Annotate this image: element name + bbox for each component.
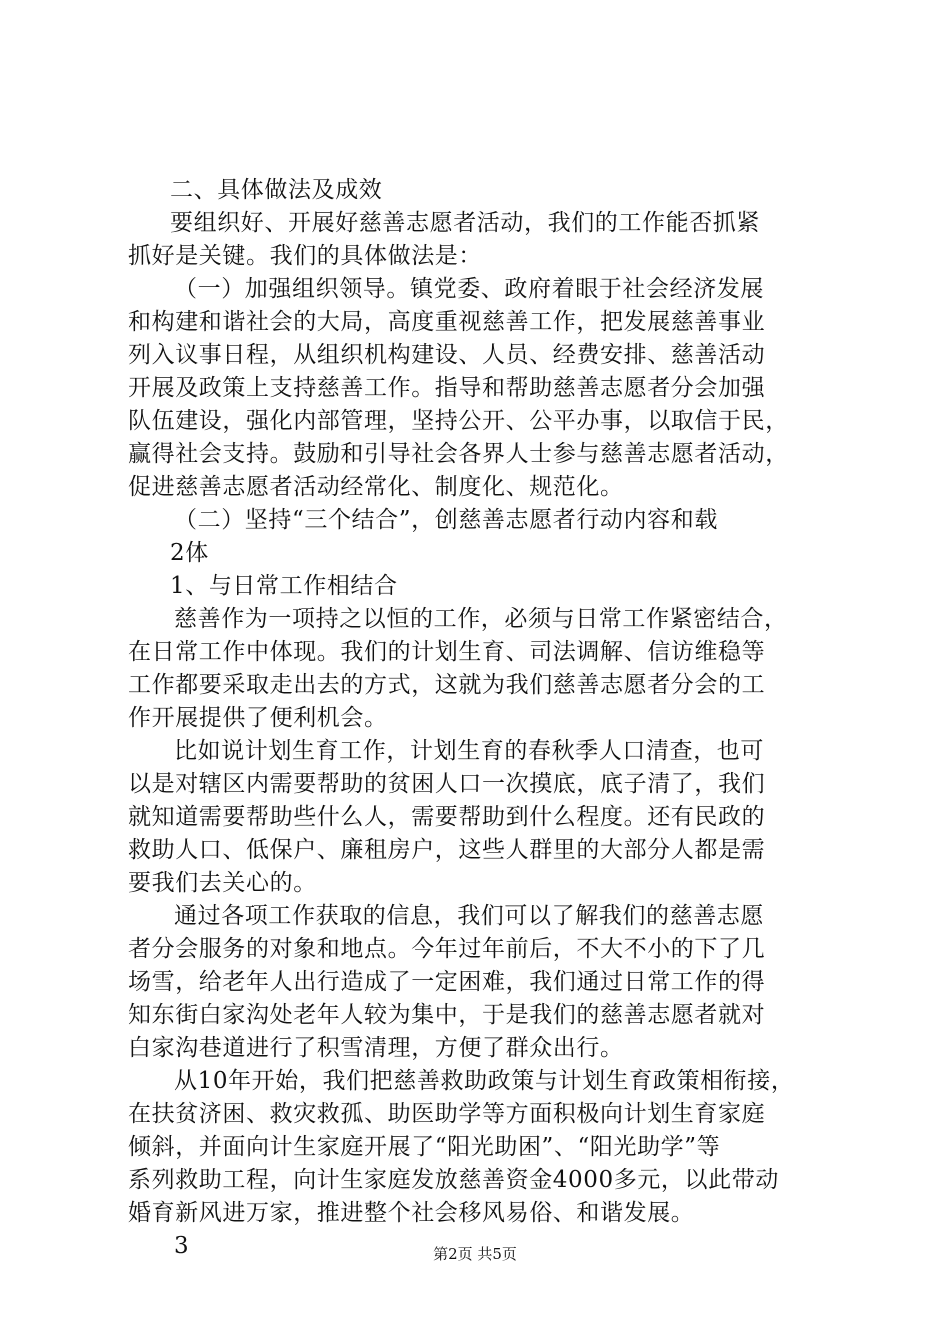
paragraph-line: 知东街白家沟处老年人较为集中，于是我们的慈善志愿者就对 bbox=[128, 1002, 766, 1028]
page-footer: 第2页 共5页 bbox=[433, 1245, 517, 1263]
paragraph-line: 者分会服务的对象和地点。今年过年前后，不大不小的下了几 bbox=[128, 936, 766, 962]
paragraph-line: 队伍建设，强化内部管理，坚持公开、公平办事，以取信于民， bbox=[128, 408, 789, 434]
paragraph-line: 开展及政策上支持慈善工作。指导和帮助慈善志愿者分会加强 bbox=[128, 375, 766, 401]
paragraph-line: 赢得社会支持。鼓励和引导社会各界人士参与慈善志愿者活动， bbox=[128, 441, 789, 467]
paragraph-line: 白家沟巷道进行了积雪清理，方便了群众出行。 bbox=[128, 1035, 624, 1061]
section-heading: 二、具体做法及成效 bbox=[170, 177, 383, 203]
paragraph-line: 工作都要采取走出去的方式，这就为我们慈善志愿者分会的工 bbox=[128, 672, 766, 698]
paragraph-line: 场雪，给老年人出行造成了一定困难，我们通过日常工作的得 bbox=[128, 969, 766, 995]
paragraph-line: 倾斜，并面向计生家庭开展了“阳光助困”、“阳光助学”等 bbox=[128, 1134, 721, 1160]
paragraph-line: 比如说计划生育工作，计划生育的春秋季人口清查，也可 bbox=[174, 738, 764, 764]
paragraph-line: 2体 bbox=[170, 540, 209, 566]
document-body bbox=[128, 174, 828, 1263]
paragraph-line: 通过各项工作获取的信息，我们可以了解我们的慈善志愿 bbox=[174, 903, 764, 929]
paragraph-line: 抓好是关键。我们的具体做法是： bbox=[128, 243, 482, 269]
paragraph-line: 救助人口、低保户、廉租房户，这些人群里的大部分人都是需 bbox=[128, 837, 766, 863]
paragraph-line: 慈善作为一项持之以恒的工作，必须与日常工作紧密结合， bbox=[174, 606, 788, 632]
paragraph-line: 要我们去关心的。 bbox=[128, 870, 317, 896]
paragraph-line: 系列救助工程，向计生家庭发放慈善资金4000多元，以此带动 bbox=[128, 1167, 779, 1193]
paragraph-line: 以是对辖区内需要帮助的贫困人口一次摸底，底子清了，我们 bbox=[128, 771, 766, 797]
paragraph-line: 在日常工作中体现。我们的计划生育、司法调解、信访维稳等 bbox=[128, 639, 766, 665]
paragraph-line: 3 bbox=[174, 1233, 190, 1259]
subsection-heading: （二）坚持“三个结合”，创慈善志愿者行动内容和载 bbox=[174, 507, 718, 533]
paragraph-line: 作开展提供了便利机会。 bbox=[128, 705, 388, 731]
subsection-heading: （一）加强组织领导。镇党委、政府着眼于社会经济发展 bbox=[174, 276, 764, 302]
paragraph-line: 婚育新风进万家，推进整个社会移风易俗、和谐发展。 bbox=[128, 1200, 695, 1226]
paragraph-line: 从10年开始，我们把慈善救助政策与计划生育政策相衔接， bbox=[174, 1068, 795, 1094]
paragraph-line: 列入议事日程，从组织机构建设、人员、经费安排、慈善活动 bbox=[128, 342, 766, 368]
item-heading: 1、与日常工作相结合 bbox=[170, 573, 398, 599]
paragraph-line: 要组织好、开展好慈善志愿者活动，我们的工作能否抓紧 bbox=[170, 210, 760, 236]
paragraph-line: 促进慈善志愿者活动经常化、制度化、规范化。 bbox=[128, 474, 624, 500]
paragraph-line: 在扶贫济困、救灾救孤、助医助学等方面积极向计划生育家庭 bbox=[128, 1101, 766, 1127]
paragraph-line: 和构建和谐社会的大局，高度重视慈善工作，把发展慈善事业 bbox=[128, 309, 766, 335]
paragraph-line: 就知道需要帮助些什么人，需要帮助到什么程度。还有民政的 bbox=[128, 804, 766, 830]
